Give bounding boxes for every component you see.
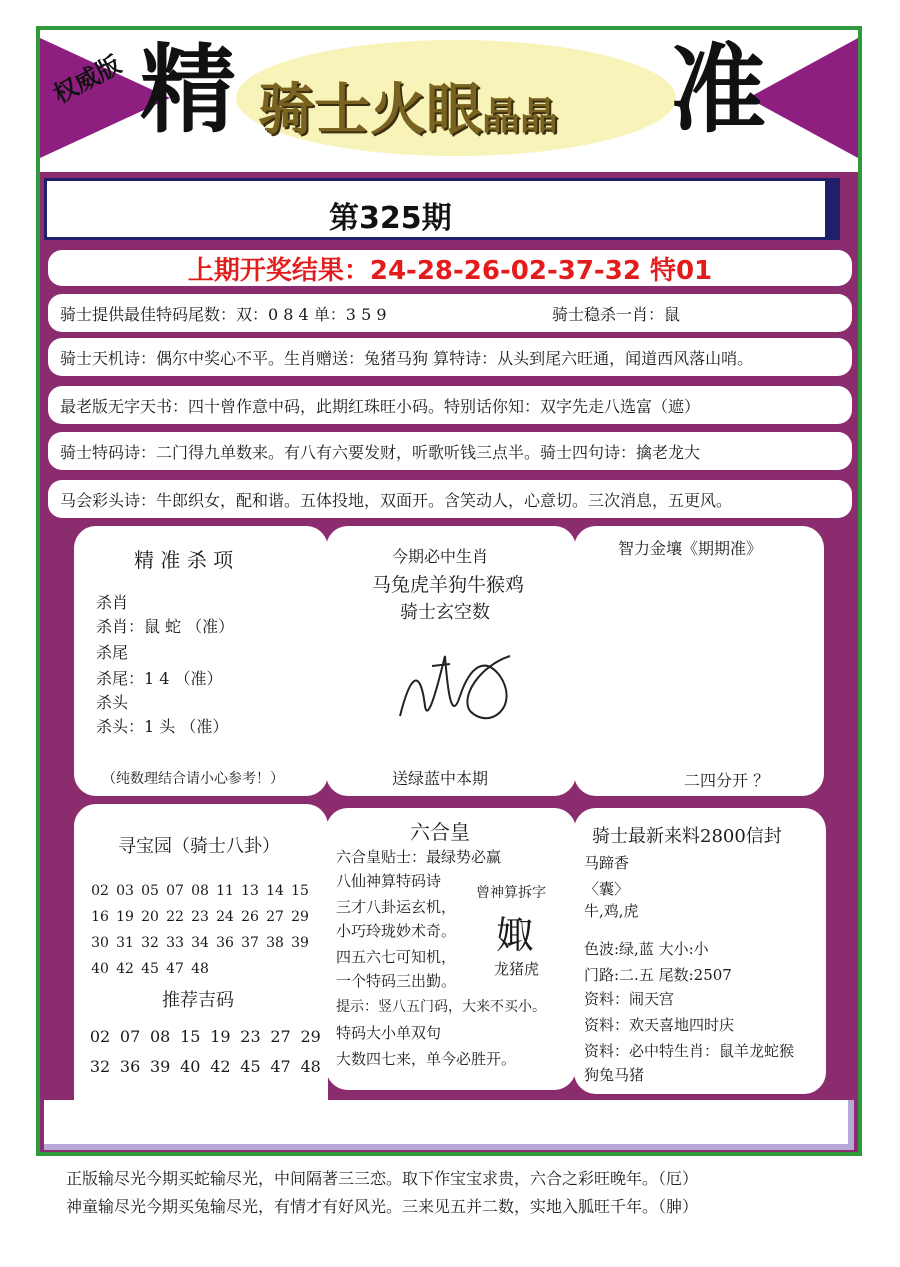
issue-number: 第325期 <box>329 201 452 236</box>
treasure-numbers <box>88 878 313 982</box>
treasure-row <box>88 878 313 904</box>
split-answer: 龙猪虎 <box>494 960 540 978</box>
authority-badge: 权威版 <box>48 49 126 109</box>
treasure-box <box>74 804 328 1100</box>
wisdom-title: 智力金壤《期期准》 <box>618 539 763 558</box>
last-result: 上期开奖结果：24-28-26-02-37-32 特01 <box>48 250 852 286</box>
lottery-number: 40 <box>180 1057 201 1076</box>
zodiac-foot: 送绿蓝中本期 <box>392 769 489 788</box>
split-char: 娵 <box>496 913 535 957</box>
lhh-line-9: 大数四七来，单今必胜开。 <box>336 1050 517 1068</box>
lottery-number: 24 <box>216 909 234 925</box>
letter-line-5: 门路:二.五 尾数:2507 <box>584 966 732 984</box>
recommend-numbers <box>88 1022 324 1082</box>
row-poem-3: 骑士特码诗：二门得九单数来。有八有六要发财，听歌听钱三点半。骑士四句诗：擒老龙大 <box>48 432 852 470</box>
kill-line-5: 杀头 <box>96 693 129 712</box>
footer-line-1: 正版输尽光今期买蛇输尽光，中间隔著三三恋。取下作宝宝求贵，六合之彩旺晚年。（厄） <box>66 1169 699 1188</box>
row-poem-4: 马会彩头诗：牛郎织女，配和谐。五体投地，双面开。含笑动人，心意切。三次消息，五更风。 <box>48 480 852 518</box>
row-poem-2: 最老版无字天书：四十曾作意中码，此期红珠旺小码。特别话你知：双字先走八选富（遮） <box>48 386 852 424</box>
lottery-number: 29 <box>291 909 309 925</box>
lottery-number: 23 <box>240 1027 261 1046</box>
lottery-number: 38 <box>266 935 284 951</box>
kill-zodiac-text: 骑士稳杀一肖：鼠 <box>551 304 680 324</box>
zodiac-title: 今期必中生肖 <box>392 547 489 566</box>
lottery-number: 05 <box>141 883 159 899</box>
lottery-number: 40 <box>91 961 109 977</box>
lhh-box <box>326 808 576 1090</box>
lottery-number: 08 <box>150 1027 171 1046</box>
lhh-line-3: 三才八卦运玄机， <box>336 898 457 916</box>
letter-line-8: 资料：必中特生肖：鼠羊龙蛇猴 <box>584 1042 795 1060</box>
split-title: 曾神算拆字 <box>476 885 546 901</box>
kill-line-4: 杀尾：1 4 （准） <box>96 669 223 688</box>
lottery-number: 47 <box>270 1057 291 1076</box>
lhh-line-5: 四五六七可知机， <box>336 948 457 966</box>
lottery-number: 37 <box>241 935 259 951</box>
row-tail-numbers <box>48 294 852 332</box>
kill-line-3: 杀尾 <box>96 643 129 662</box>
lottery-number: 42 <box>116 961 134 977</box>
lottery-number: 26 <box>241 909 259 925</box>
lhh-line-4: 小巧玲珑妙术奇。 <box>336 922 457 940</box>
wisdom-foot: 二四分开 ？ <box>684 771 770 790</box>
issue-bar-edge <box>825 181 837 237</box>
lottery-number: 39 <box>291 935 309 951</box>
signature-graphic <box>390 636 530 736</box>
letter-line-1: 马蹄香 <box>584 854 630 872</box>
letter-box <box>574 808 826 1094</box>
kill-note: （纯数理结合请小心参考！） <box>102 771 284 787</box>
lottery-number: 42 <box>210 1057 231 1076</box>
lottery-number: 19 <box>116 909 134 925</box>
recommend-row <box>88 1022 324 1052</box>
lhh-line-1: 六合皇贴士：最绿势必赢 <box>336 848 502 866</box>
lottery-number: 15 <box>180 1027 201 1046</box>
letter-line-7: 资料：欢天喜地四时庆 <box>584 1016 735 1034</box>
brand-title <box>258 66 558 146</box>
lottery-number: 03 <box>116 883 134 899</box>
letter-line-6: 资料：闹天宫 <box>584 990 675 1008</box>
treasure-row <box>88 904 313 930</box>
lottery-number: 15 <box>291 883 309 899</box>
lottery-number: 29 <box>300 1027 321 1046</box>
zodiac-sub: 骑士玄空数 <box>400 602 490 623</box>
tail-numbers-text: 骑士提供最佳特码尾数：双：0 8 4 单：3 5 9 <box>60 304 387 324</box>
issue-bar <box>44 178 840 240</box>
lhh-line-8: 特码大小单双句 <box>336 1024 442 1042</box>
treasure-title: 寻宝园（骑士八卦） <box>118 836 280 857</box>
zodiac-list: 马兔虎羊狗牛猴鸡 <box>372 574 525 596</box>
letter-line-2: 〈囊〉 <box>584 880 630 898</box>
lottery-number: 07 <box>119 1027 141 1046</box>
lottery-number: 13 <box>241 883 259 899</box>
treasure-row <box>88 956 313 982</box>
kill-box-title: 精 准 杀 项 <box>134 548 234 572</box>
letter-title: 骑士最新来料2800信封 <box>592 826 782 847</box>
lottery-number: 08 <box>191 883 209 899</box>
lottery-number: 23 <box>191 909 209 925</box>
footer-line-2: 神童输尽光今期买兔输尽光，有情才有好风光。三来见五并二数，实地入胍旺千年。（胂） <box>66 1197 699 1216</box>
lottery-number: 14 <box>266 883 284 899</box>
lottery-number: 36 <box>119 1057 141 1076</box>
recommend-row <box>88 1052 324 1082</box>
lottery-number: 32 <box>89 1057 111 1076</box>
header <box>40 30 858 172</box>
kill-line-1: 杀肖 <box>96 593 129 612</box>
title-left-char: 精 <box>140 33 236 146</box>
treasure-row <box>88 930 313 956</box>
lottery-number: 20 <box>141 909 159 925</box>
lottery-number: 33 <box>166 935 184 951</box>
lottery-number: 48 <box>191 961 209 977</box>
lhh-title: 六合皇 <box>410 820 470 844</box>
bottom-bar <box>44 1100 854 1150</box>
lottery-number: 36 <box>216 935 234 951</box>
poster-frame <box>36 26 862 1156</box>
letter-line-3: 牛,鸡,虎 <box>584 902 639 920</box>
lottery-number: 16 <box>91 909 109 925</box>
kill-line-2: 杀肖：鼠 蛇 （准） <box>96 617 235 636</box>
lhh-line-7: 提示：竖八五门码，大来不买小。 <box>336 999 546 1015</box>
lottery-number: 11 <box>216 883 234 899</box>
brand-suffix: 晶晶 <box>482 93 559 138</box>
kill-line-6: 杀头：1 头 （准） <box>96 717 229 736</box>
lottery-number: 32 <box>141 935 159 951</box>
row-poem-1: 骑士天机诗：偶尔中奖心不平。生肖赠送：兔猪马狗 算特诗：从头到尾六旺通，闻道西风落山哨。 <box>48 338 852 376</box>
lottery-number: 31 <box>116 935 134 951</box>
letter-line-4: 色波:绿,蓝 大小:小 <box>584 940 709 958</box>
lottery-number: 47 <box>166 961 184 977</box>
lottery-number: 45 <box>141 961 159 977</box>
lottery-number: 02 <box>89 1027 111 1046</box>
zodiac-box <box>326 526 576 796</box>
recommend-title: 推荐吉码 <box>162 990 234 1011</box>
lottery-number: 27 <box>266 909 284 925</box>
lottery-number: 07 <box>166 883 184 899</box>
kill-box <box>74 526 328 796</box>
lhh-line-6: 一个特码三出勤。 <box>336 972 457 990</box>
lottery-number: 02 <box>91 883 109 899</box>
title-right-char: 准 <box>670 33 766 146</box>
lottery-number: 30 <box>91 935 109 951</box>
lottery-number: 45 <box>240 1057 261 1076</box>
lhh-line-2: 八仙神算特码诗 <box>336 872 442 890</box>
lottery-number: 27 <box>270 1027 291 1046</box>
lottery-number: 34 <box>191 935 209 951</box>
wisdom-box <box>574 526 824 796</box>
brand-name: 骑士火眼 <box>258 77 482 143</box>
lottery-number: 48 <box>300 1057 321 1076</box>
lottery-number: 19 <box>210 1027 231 1046</box>
letter-line-9: 狗兔马猪 <box>584 1066 645 1084</box>
lottery-number: 39 <box>150 1057 171 1076</box>
lottery-number: 22 <box>166 909 184 925</box>
